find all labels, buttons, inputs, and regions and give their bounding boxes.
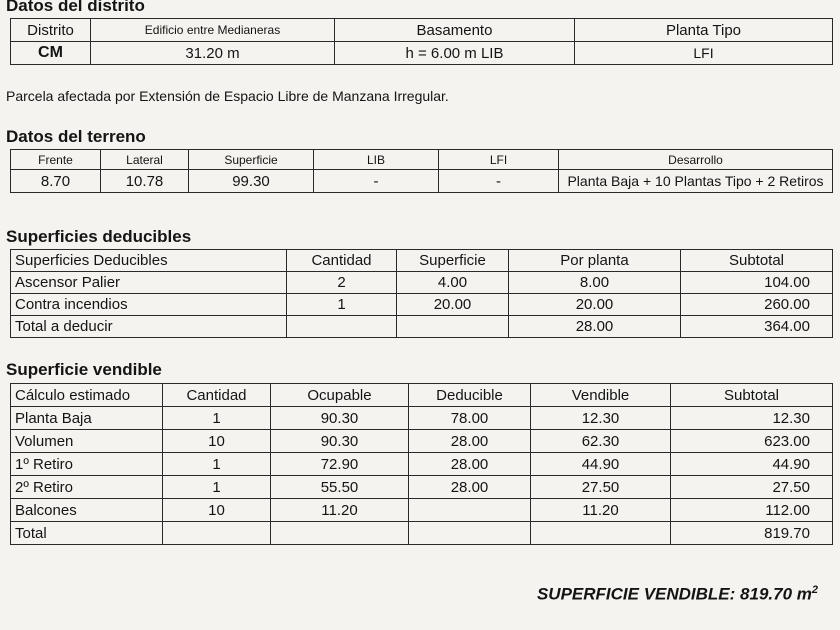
cell: 1	[163, 407, 271, 430]
table-row	[11, 294, 833, 316]
cell: 12.30	[531, 407, 671, 430]
row-label: Planta Baja	[11, 407, 163, 430]
table-row	[11, 150, 833, 170]
header-cell: Ocupable	[271, 384, 409, 407]
cell: 44.90	[531, 453, 671, 476]
header-cell: Superficie	[397, 250, 509, 272]
header-cell: Por planta	[509, 250, 681, 272]
cell	[271, 522, 409, 545]
cell: 20.00	[509, 294, 681, 316]
cell	[397, 316, 509, 338]
cell: 55.50	[271, 476, 409, 499]
table-row	[11, 384, 833, 407]
header-cell: Subtotal	[681, 250, 833, 272]
cell: 28.00	[509, 316, 681, 338]
header-cell: Superficie	[189, 150, 314, 170]
terreno-table	[10, 149, 833, 193]
header-cell: Vendible	[531, 384, 671, 407]
table-row	[11, 522, 833, 545]
cell: 90.30	[271, 407, 409, 430]
cell: 62.30	[531, 430, 671, 453]
value-cell: Planta Baja + 10 Plantas Tipo + 2 Retiros	[559, 170, 833, 193]
table-row	[11, 316, 833, 338]
cell: 27.50	[531, 476, 671, 499]
header-cell: Basamento	[335, 19, 575, 42]
cell: 78.00	[409, 407, 531, 430]
cell: 8.00	[509, 272, 681, 294]
deducibles-table	[10, 249, 833, 338]
cell	[409, 522, 531, 545]
table-row	[11, 170, 833, 193]
table-row	[11, 453, 833, 476]
value-cell: 10.78	[101, 170, 189, 193]
cell: 11.20	[271, 499, 409, 522]
total-summary-unit: 2	[811, 584, 818, 596]
distrito-table	[10, 18, 833, 65]
cell: 27.50	[671, 476, 833, 499]
table-row	[11, 499, 833, 522]
header-cell: Planta Tipo	[575, 19, 833, 42]
cell: 104.00	[681, 272, 833, 294]
cell: 364.00	[681, 316, 833, 338]
cell: 112.00	[671, 499, 833, 522]
table-row	[11, 272, 833, 294]
table-row	[11, 42, 833, 65]
cell: 819.70	[671, 522, 833, 545]
cell: 20.00	[397, 294, 509, 316]
row-label: Total a deducir	[11, 316, 287, 338]
header-cell: Deducible	[409, 384, 531, 407]
terreno-heading: Datos del terreno	[6, 127, 146, 146]
header-cell: Lateral	[101, 150, 189, 170]
row-label: Total	[11, 522, 163, 545]
value-cell: LFI	[575, 42, 833, 65]
cell: 10	[163, 499, 271, 522]
header-cell: Subtotal	[671, 384, 833, 407]
cell: 1	[287, 294, 397, 316]
cell	[531, 522, 671, 545]
table-row	[11, 476, 833, 499]
header-cell: Cálculo estimado	[11, 384, 163, 407]
cell: 44.90	[671, 453, 833, 476]
cell: 2	[287, 272, 397, 294]
value-cell: 8.70	[11, 170, 101, 193]
total-summary-label: SUPERFICIE VENDIBLE: 819.70 m	[536, 584, 812, 604]
deducibles-heading: Superficies deducibles	[6, 227, 192, 246]
cell	[287, 316, 397, 338]
header-cell: Edificio entre Medianeras	[91, 19, 335, 42]
cell: 4.00	[397, 272, 509, 294]
header-cell: Desarrollo	[559, 150, 833, 170]
cell: 28.00	[409, 476, 531, 499]
total-summary	[537, 584, 818, 605]
cell	[163, 522, 271, 545]
row-label: 2º Retiro	[11, 476, 163, 499]
cell	[409, 499, 531, 522]
cell: 28.00	[409, 453, 531, 476]
value-cell: 99.30	[189, 170, 314, 193]
row-label: Ascensor Palier	[11, 272, 287, 294]
cell: 1	[163, 476, 271, 499]
row-label: 1º Retiro	[11, 453, 163, 476]
cell: 623.00	[671, 430, 833, 453]
header-cell: Cantidad	[287, 250, 397, 272]
value-cell: -	[439, 170, 559, 193]
table-row	[11, 19, 833, 42]
cell: 1	[163, 453, 271, 476]
cell: 28.00	[409, 430, 531, 453]
header-cell: Superficies Deducibles	[11, 250, 287, 272]
cell: 260.00	[681, 294, 833, 316]
value-cell: h = 6.00 m LIB	[335, 42, 575, 65]
cell: 12.30	[671, 407, 833, 430]
cell: 72.90	[271, 453, 409, 476]
header-cell: Frente	[11, 150, 101, 170]
cell: 10	[163, 430, 271, 453]
distrito-heading: Datos del distrito	[6, 0, 145, 15]
header-cell: Distrito	[11, 19, 91, 42]
value-cell: -	[314, 170, 439, 193]
row-label: Volumen	[11, 430, 163, 453]
cell: 11.20	[531, 499, 671, 522]
parcel-note: Parcela afectada por Extensión de Espacio Libre de Manzana Irregular.	[6, 88, 449, 104]
header-cell: Cantidad	[163, 384, 271, 407]
table-row	[11, 250, 833, 272]
row-label: Contra incendios	[11, 294, 287, 316]
table-row	[11, 407, 833, 430]
vendible-heading: Superficie vendible	[6, 360, 162, 379]
header-cell: LIB	[314, 150, 439, 170]
vendible-table	[10, 383, 833, 545]
value-cell: 31.20 m	[91, 42, 335, 65]
table-row	[11, 430, 833, 453]
value-cell: CM	[11, 42, 91, 65]
header-cell: LFI	[439, 150, 559, 170]
cell: 90.30	[271, 430, 409, 453]
row-label: Balcones	[11, 499, 163, 522]
